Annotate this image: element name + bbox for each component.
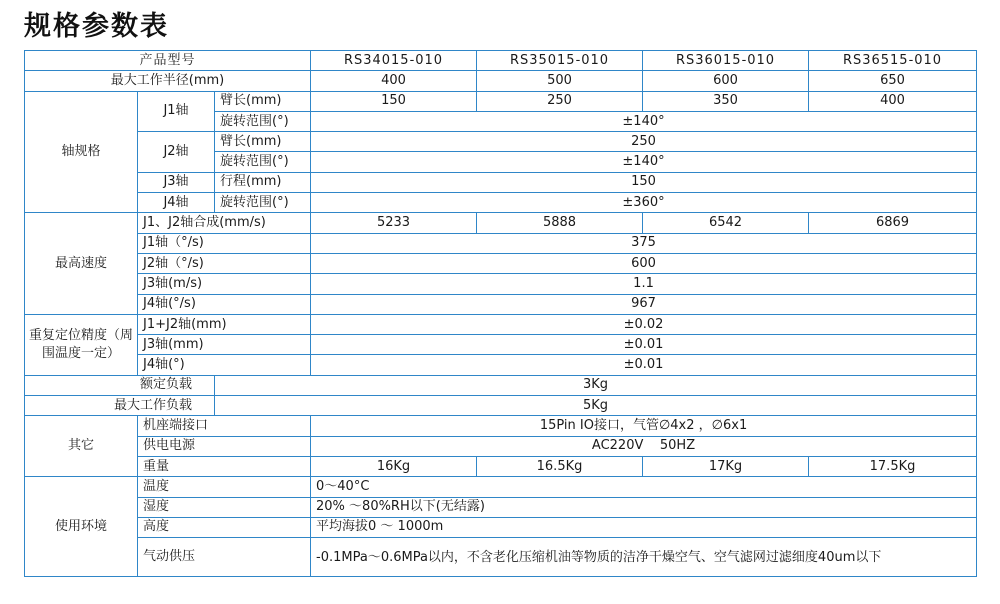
cell-value: ±0.01 — [311, 355, 977, 375]
table-row — [25, 233, 977, 253]
cell-value: ±140° — [311, 152, 977, 172]
table-row — [25, 253, 977, 273]
table-row — [25, 477, 977, 497]
cell-value: 20% ～80%RH以下(无结露) — [311, 497, 977, 517]
table-row — [25, 355, 977, 375]
cell-value: 400 — [311, 71, 477, 91]
table-row — [25, 172, 977, 192]
cell-value: ±0.01 — [311, 335, 977, 355]
param-label: 行程(mm) — [215, 172, 311, 192]
param-label: J4轴(°) — [138, 355, 311, 375]
cell-value: 5233 — [311, 213, 477, 233]
group-label: 其它 — [25, 416, 138, 477]
table-row — [25, 314, 977, 334]
table-row — [25, 375, 977, 395]
cell-value: 400 — [809, 91, 977, 111]
cell-value: 0～40°C — [311, 477, 977, 497]
table-row — [25, 193, 977, 213]
param-label: 温度 — [138, 477, 311, 497]
table-row — [25, 335, 977, 355]
cell-value: 17.5Kg — [809, 456, 977, 476]
param-label: J3轴(mm) — [138, 335, 311, 355]
cell-value: 16Kg — [311, 456, 477, 476]
cell-value: 16.5Kg — [477, 456, 643, 476]
cell-value: 967 — [311, 294, 977, 314]
cell-value: ±360° — [311, 193, 977, 213]
model-name: RS36515-010 — [809, 51, 977, 71]
cell-value: AC220V 50HZ — [311, 436, 977, 456]
param-label: 旋转范围(°) — [215, 193, 311, 213]
table-row — [25, 456, 977, 476]
cell-value: 350 — [643, 91, 809, 111]
cell-value: 650 — [809, 71, 977, 91]
axis-label: J3轴 — [138, 172, 215, 192]
cell-value: 250 — [477, 91, 643, 111]
param-label: J1+J2轴(mm) — [138, 314, 311, 334]
cell-value: 600 — [643, 71, 809, 91]
table-row — [25, 213, 977, 233]
axis-label: J1轴 — [138, 91, 215, 132]
model-name: RS35015-010 — [477, 51, 643, 71]
table-row — [25, 294, 977, 314]
cell-value: 600 — [311, 253, 977, 273]
param-label: 臂长(mm) — [215, 132, 311, 152]
cell-value: 平均海拔0 ～ 1000m — [311, 517, 977, 537]
cell-value: ±0.02 — [311, 314, 977, 334]
table-row — [25, 416, 977, 436]
group-label: 使用环境 — [25, 477, 138, 577]
table-row — [25, 71, 977, 91]
cell-value: 150 — [311, 91, 477, 111]
table-row — [25, 274, 977, 294]
cell-value: 15Pin IO接口，气管∅4x2 ，∅6x1 — [311, 416, 977, 436]
group-label: 最高速度 — [25, 213, 138, 314]
table-row — [25, 497, 977, 517]
spec-table — [24, 50, 977, 577]
model-name: RS36015-010 — [643, 51, 809, 71]
cell-value: 375 — [311, 233, 977, 253]
param-label: J1轴（°/s) — [138, 233, 311, 253]
param-label: 机座端接口 — [138, 416, 311, 436]
table-row — [25, 132, 977, 152]
table-row — [25, 91, 977, 111]
table-row — [25, 51, 977, 71]
cell-value: 250 — [311, 132, 977, 152]
model-header-label: 产品型号 — [25, 51, 311, 71]
cell-value: -0.1MPa～0.6MPa以内，不含老化压缩机油等物质的洁净干燥空气、空气滤网过滤细度40um以下 — [311, 538, 977, 577]
param-label: 旋转范围(°) — [215, 111, 311, 131]
cell-value: 6542 — [643, 213, 809, 233]
cell-value: 17Kg — [643, 456, 809, 476]
param-label: 气动供压 — [138, 538, 311, 577]
cell-value: 5Kg — [215, 396, 977, 416]
param-label: J4轴(°/s) — [138, 294, 311, 314]
param-label: J2轴（°/s) — [138, 253, 311, 273]
cell-value: 3Kg — [215, 375, 977, 395]
cell-value: 6869 — [809, 213, 977, 233]
param-label: J3轴(m/s) — [138, 274, 311, 294]
table-row — [25, 436, 977, 456]
cell-value: ±140° — [311, 111, 977, 131]
row-label: 最大工作半径(mm) — [25, 71, 311, 91]
param-label: 重量 — [138, 456, 311, 476]
param-label: 臂长(mm) — [215, 91, 311, 111]
cell-value: 1.1 — [311, 274, 977, 294]
param-label: 湿度 — [138, 497, 311, 517]
group-label: 轴规格 — [25, 91, 138, 213]
param-label: 高度 — [138, 517, 311, 537]
cell-value: 5888 — [477, 213, 643, 233]
param-label: J1、J2轴合成(mm/s) — [138, 213, 311, 233]
row-label: 额定负载 — [25, 375, 215, 395]
row-label: 最大工作负载 — [25, 396, 215, 416]
param-label: 旋转范围(°) — [215, 152, 311, 172]
table-row — [25, 538, 977, 577]
table-row — [25, 517, 977, 537]
axis-label: J4轴 — [138, 193, 215, 213]
cell-value: 150 — [311, 172, 977, 192]
model-name: RS34015-010 — [311, 51, 477, 71]
axis-label: J2轴 — [138, 132, 215, 173]
table-row — [25, 396, 977, 416]
cell-value: 500 — [477, 71, 643, 91]
page-title: 规格参数表 — [24, 11, 169, 42]
param-label: 供电电源 — [138, 436, 311, 456]
group-label: 重复定位精度（周围温度一定） — [25, 314, 138, 375]
